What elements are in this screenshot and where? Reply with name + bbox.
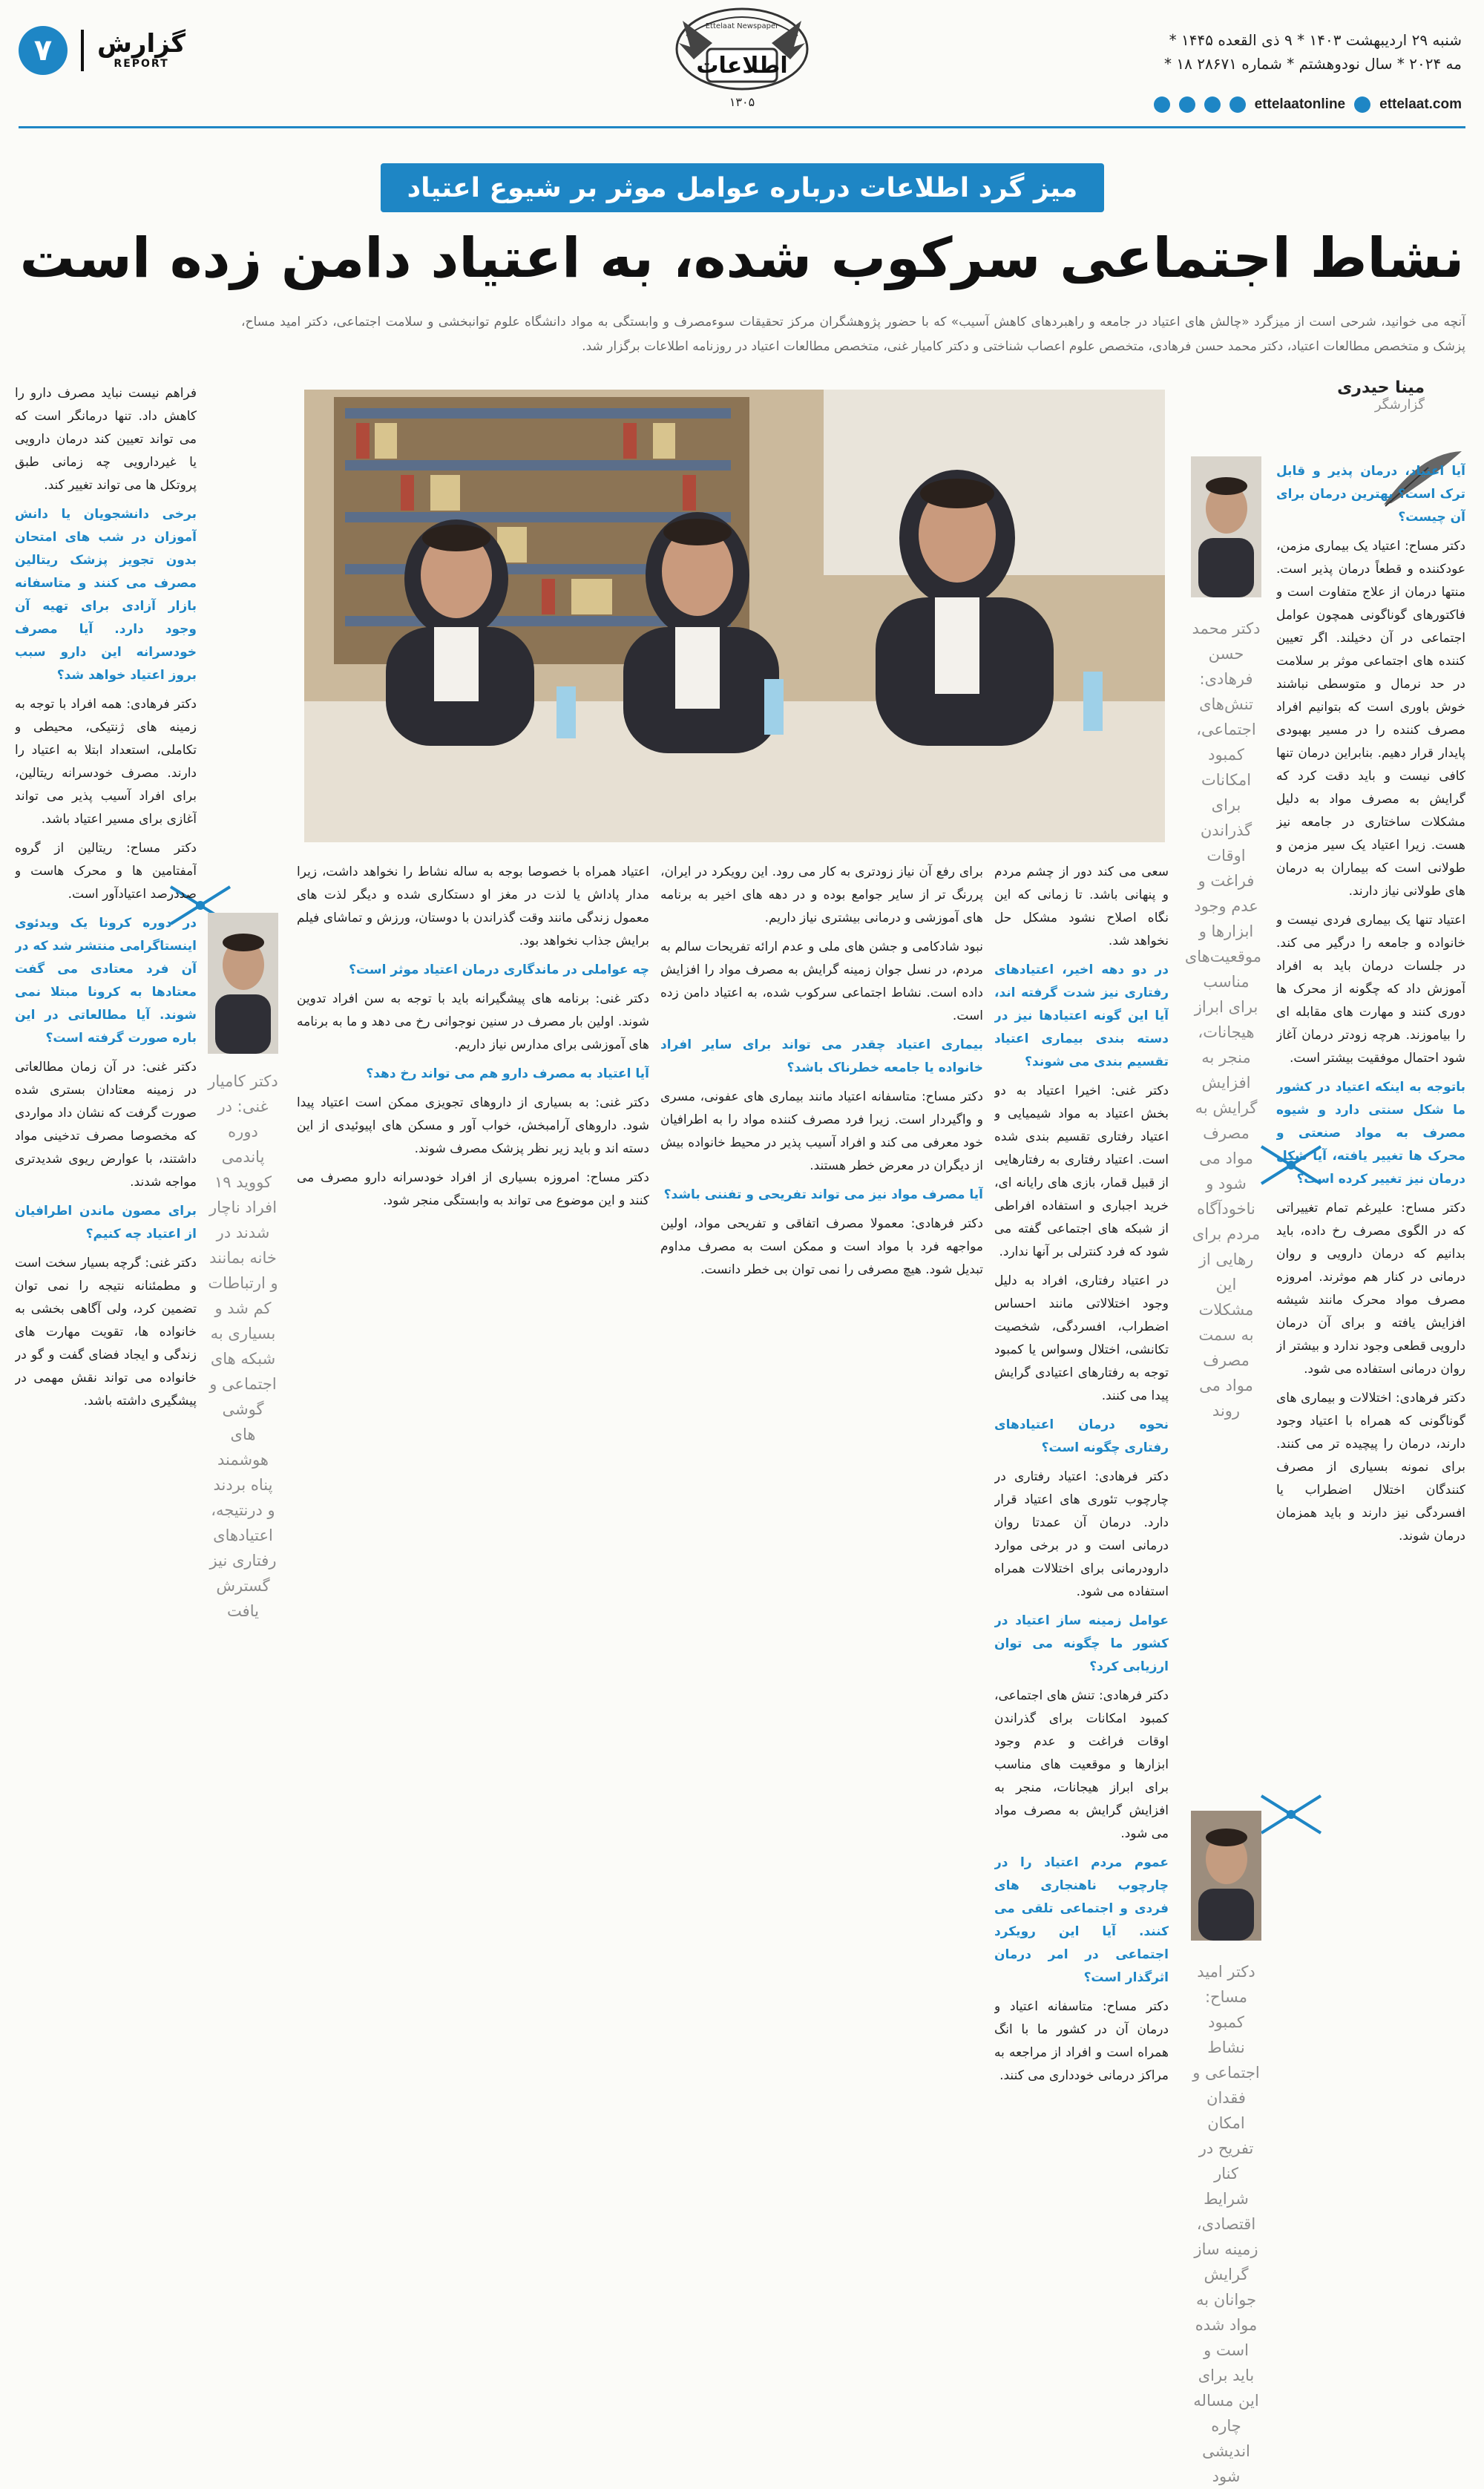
article-paragraph: دکتر غنی: در آن زمان مطالعاتی در زمینه معتادان بستری شده صورت گرفت که نشان داد مواردی که مخصوصا مصرف تدخینی مواد داشتند، با عوارض ریوی شدیدتری مواجه شدند.	[15, 1060, 197, 1190]
interview-question: در دو دهه اخیر، اعتیادهای رفتاری نیز شدت گرفته اند، آیا این گونه اعتیادها نیز در دسته بندی بیماری اعتیاد تقسیم بندی می شوند؟	[994, 963, 1169, 1069]
social-handle[interactable]: ettelaatonline	[1254, 96, 1346, 112]
article-paragraph: دکتر غنی: گرچه بسیار سخت است و مطمئنانه نتیجه را نمی توان تضمین کرد، ولی آگاهی بخشی به خانواده ها، تقویت مهارت های زندگی و ایجاد فضای گفت و گو در خانواده می تواند نقش مهمی در پیشگیری داشته باشد.	[15, 1256, 197, 1409]
article-paragraph: اعتیاد تنها یک بیماری فردی نیست و خانواده و جامعه را درگیر می کند. در جلسات درمان باید به افراد آموزش داد که چگونه از محرک ها دوری کنند و مهارت های مقابله ای را بیاموزند. هرچه زودتر درمان آغاز شود احتمال موفقیت بیشتر است.	[1276, 913, 1465, 1066]
interview-question: آیا اعتیاد به مصرف دارو هم می تواند رخ دهد؟	[366, 1066, 649, 1081]
issue-meta	[1164, 28, 1462, 76]
interview-question: باتوجه به اینکه اعتیاد در کشور ما شکل سنتی دارد و شیوه مصرف به مواد صنعتی و محرک ها تغییر یافته، آیا شکل درمان نیز تغییر کرده است؟	[1276, 1080, 1465, 1187]
headline: نشاط اجتماعی سرکوب شده، به اعتیاد دامن زده است	[19, 226, 1465, 290]
article-paragraph: دکتر مساح: امروزه بسیاری از افراد خودسرانه دارو مصرف می کنند و این موضوع می تواند به وابستگی منجر شود.	[297, 1170, 649, 1208]
interview-question: بیماری اعتیاد چقدر می تواند برای سایر افراد خانواده یا جامعه خطرناک باشد؟	[660, 1037, 983, 1075]
interview-question: چه عواملی در ماندگاری درمان اعتیاد موثر است؟	[349, 963, 649, 977]
telegram-icon[interactable]	[1154, 96, 1170, 113]
lead-paragraph: آنچه می خوانید، شرحی است از میزگرد «چالش های اعتیاد در جامعه و راهبردهای کاهش آسیب» که با حضور پژوهشگران مرکز تحقیقات سوءمصرف و وابستگی به مواد دانشگاه علوم توانبخشی و سلامت اجتماعی، دکتر امید مساح، پزشک و متخصص مطالعات اعتیاد، دکتر محمد حسن فرهادی، متخصص علوم اعصاب شناختی و دکتر کامیار غنی، متخصص مطالعات اعتیاد در روزنامه اطلاعات برگزار شد.	[241, 315, 1465, 354]
interview-question: آیا مصرف مواد نیز می تواند تفریحی و تفننی باشد؟	[663, 1187, 983, 1202]
interview-question: برای مصون ماندن اطرافیان از اعتیاد چه کنیم؟	[15, 1204, 197, 1242]
roundtable-photo	[304, 390, 1165, 842]
divider	[81, 30, 84, 71]
header-rule	[19, 126, 1465, 128]
article-column-1	[1276, 460, 1465, 2241]
page-header	[0, 0, 1484, 130]
caption-ghani: دکتر کامیار غنی: در دوره پاندمی کووید ۱۹ افراد ناچار شدند در خانه بمانند و ارتباطات کم شد و بسیاری به شبکه های اجتماعی و گوشی های هوشمند پناه بردند و درنتیجه، اعتیادهای رفتاری نیز گسترش یافت	[208, 1072, 278, 1620]
section-title-fa: گزارش	[97, 29, 186, 59]
interview-question: عوامل زمینه ساز اعتیاد در کشور ما چگونه می توان ارزیابی کرد؟	[994, 1613, 1169, 1674]
portrait-ghani	[208, 913, 278, 1054]
article-paragraph: دکتر مساح: ریتالین از گروه آمفتامین ها و محرک هاست و صددرصد اعتیادآور است.	[15, 841, 197, 902]
article-column-3	[660, 861, 983, 2241]
interview-question: عموم مردم اعتیاد را در چارچوب ناهنجاری های فردی و اجتماعی تلقی می کنند. آیا این رویکرد اجتماعی در امر درمان اثرگذار است؟	[994, 1855, 1169, 1985]
page-number: ۷	[19, 26, 68, 75]
globe-icon[interactable]	[1354, 96, 1370, 113]
author-name: مینا حیدری	[1337, 378, 1425, 397]
byline	[1337, 378, 1425, 413]
section-title	[97, 31, 186, 70]
author-role: گزارشگر	[1374, 397, 1425, 413]
article-paragraph: فراهم نیست نباید مصرف دارو را کاهش داد. تنها درمانگر است که می تواند تعیین کند درمان دارویی یا غیردارویی چه زمانی طبق پروتکل ها می تواند تغییر کند.	[15, 386, 197, 493]
newspaper-logo	[672, 6, 812, 110]
kicker-banner: میز گرد اطلاعات درباره عوامل موثر بر شیوع اعتیاد	[381, 163, 1104, 212]
article-paragraph: برای رفع آن نیاز زودتری به کار می رود. این رویکرد در ایران، پررنگ تر از سایر جوامع بوده و در دهه های اخیر به برنامه های آموزشی و درمانی بیشتری نیاز داریم.	[660, 865, 983, 925]
article-paragraph: دکتر فرهادی: معمولا مصرف اتفاقی و تفریحی مواد، اولین مواجهه فرد با مواد است و ممکن است به مصرف مداوم تبدیل شود. هیچ مصرفی را نمی توان بی خطر دانست.	[660, 1216, 983, 1277]
article-paragraph: دکتر فرهادی: همه افراد با توجه به زمینه های ژنتیکی، محیطی و تکاملی، استعداد ابتلا به اعتیاد را دارند. مصرف خودسرانه ریتالین، برای افراد آسیب پذیر می تواند آغازی برای مسیر اعتیاد باشد.	[15, 697, 197, 827]
portrait-farhadi	[1191, 456, 1261, 597]
site-link[interactable]: ettelaat.com	[1379, 96, 1462, 112]
caption-farhadi: دکتر محمد حسن فرهادی: تنش‌های اجتماعی، کمبود امکانات برای گذراندن اوقات فراغت و عدم وجود ابزارها و موقعیت‌های مناسب برای ابراز هیجانات، منجر به افزایش گرایش به مصرف مواد می شود و ناخودآگاه مردم برای رهایی از این مشکلات به سمت مصرف مواد می روند	[1184, 620, 1261, 1420]
interview-question: در دوره کرونا یک ویدئوی اینستاگرامی منتشر شد که در آن فرد معتادی می گفت معتادها به کرونا مبتلا نمی شوند. آیا مطالعاتی در این باره صورت گرفته است؟	[15, 916, 197, 1046]
article-paragraph: اعتیاد همراه با خصوصا بوجه به ساله نشاط را نخواهد داشت، زیرا مدار پاداش یا لذت در مغز او دستکاری شده و دیگر لذت های معمول زندگی مانند وقت گذراندن با دوستان، ورزش و تماشای فیلم برایش جذاب نخواهد بود.	[297, 865, 649, 948]
issue-line: * ۱۸ مه ۲۰۲۴ * سال نودوهشتم * شماره ۲۸۶۷۱	[1164, 55, 1462, 73]
article-paragraph: در اعتیاد رفتاری، افراد به دلیل وجود اختلالاتی مانند احساس اضطراب، افسردگی، شخصیت تکانشی، اختلال وسواس یا کمبود توجه به رفتارهای اعتیادی گرایش پیدا می کنند.	[994, 1273, 1169, 1403]
article-paragraph: دکتر فرهادی: اعتیاد رفتاری در چارچوب تئوری های اعتیاد قرار دارد. درمان آن عمدتا روان درمانی است و در برخی موارد دارودرمانی برای اختلالات همراه استفاده می شود.	[994, 1469, 1169, 1599]
article-paragraph: دکتر مساح: متاسفانه اعتیاد مانند بیماری های عفونی، مسری و واگیردار است. زیرا فرد مصرف کننده مواد را به اطرافیان خود معرفی می کند و افراد آسیب پذیر در محیط خانواده بیش از دیگران در معرض خطر هستند.	[660, 1089, 983, 1173]
portrait-massah	[1191, 1811, 1261, 1941]
article-paragraph: دکتر مساح: علیرغم تمام تغییراتی که در الگوی مصرف رخ داده، باید بدانیم که درمان دارویی و روان درمانی در کنار هم موثرند. امروزه مصرف مواد محرک مانند شیشه افزایش یافته و برای آن درمان دارویی قطعی وجود ندارد و بیشتر از روان درمانی استفاده می شود.	[1276, 1201, 1465, 1377]
article-paragraph: دکتر مساح: متاسفانه اعتیاد و درمان آن در کشور ما با انگ همراه است و افراد از مراجعه به مراکز درمانی خودداری می کنند.	[994, 1999, 1169, 2083]
social-links	[1154, 96, 1462, 113]
article-column-5	[15, 382, 197, 2241]
article-paragraph: سعی می کند دور از چشم مردم و پنهانی باشد. تا زمانی که این نگاه اصلاح نشود مشکل حل نخواهد شد.	[994, 865, 1169, 948]
article-paragraph: دکتر فرهادی: تنش های اجتماعی، کمبود امکانات برای گذراندن اوقات فراغت و عدم وجود ابزارها و موقعیت های مناسب برای ابراز هیجانات، منجر به افزایش گرایش به مصرف مواد می شود.	[994, 1688, 1169, 1841]
instagram-icon[interactable]	[1229, 96, 1246, 113]
article-column-2	[994, 861, 1169, 2241]
section-tag	[19, 26, 186, 75]
article-paragraph: دکتر مساح: اعتیاد یک بیماری مزمن، عودکننده و قطعاً درمان پذیر است. منتها درمان از علاج متفاوت است و فاکتورهای گوناگونی همچون عوامل اجتماعی در آن دخیلند. اگر تعیین کننده های اجتماعی موثر بر سلامت در حد نرمال و متوسطی نباشند خوش باوری است که بتوانیم افراد مصرف کننده را در مسیر بهبودی پایدار قرار دهیم. بنابراین درمان تنها کافی نیست و باید دقت کرد که گرایش به مصرف مواد به دلیل مشکلات ساختاری در جامعه نیز هست. زیرا اعتیاد یک سیر مزمن و طولانی است که بیماران به درمان های طولانی نیاز دارند.	[1276, 539, 1465, 899]
article-paragraph: دکتر فرهادی: اختلالات و بیماری های گوناگونی که همراه با اعتیاد وجود دارند، درمان را پیچیده تر می کنند. برای نمونه بسیاری از مصرف کنندگان اختلال اضطراب یا افسردگی نیز دارند و باید همزمان درمان شوند.	[1276, 1391, 1465, 1544]
article-paragraph: دکتر غنی: به بسیاری از داروهای تجویزی ممکن است اعتیاد پیدا شود. داروهای آرامبخش، خواب آور و مسکن های اپیوئیدی از این دسته اند و باید زیر نظر پزشک مصرف شوند.	[297, 1095, 649, 1156]
logo-title: اطلاعات	[696, 53, 788, 79]
article-paragraph: دکتر غنی: برنامه های پیشگیرانه باید با توجه به سن افراد تدوین شوند. اولین بار مصرف در سنین نوجوانی رخ می دهد و ما به برنامه های آموزشی برای مدارس نیاز داریم.	[297, 991, 649, 1052]
interview-question: نحوه درمان اعتیادهای رفتاری چگونه است؟	[994, 1417, 1169, 1455]
youtube-icon[interactable]	[1179, 96, 1195, 113]
twitter-icon[interactable]	[1204, 96, 1221, 113]
logo-en: Ettelaat Newspaper	[705, 22, 779, 30]
logo-year: ۱۳۰۵	[729, 95, 755, 109]
interview-question: آیا اعتیاد، درمان پذیر و قابل ترک است؟ بهترین درمان برای آن چیست؟	[1276, 464, 1465, 525]
article-column-4	[297, 861, 649, 2241]
date-line: * شنبه ۲۹ اردیبهشت ۱۴۰۳ * ۹ ذی القعده ۱۴۴۵	[1169, 31, 1462, 49]
section-title-en: REPORT	[114, 57, 169, 70]
article-paragraph: نبود شادکامی و جشن های ملی و عدم ارائه تفریحات سالم به مردم، در نسل جوان زمینه گرایش به مصرف مواد را افزایش داده است. نشاط اجتماعی سرکوب شده، به اعتیاد دامن زده است.	[660, 939, 983, 1023]
interview-question: برخی دانشجویان یا دانش آموزان در شب های امتحان بدون تجویز پزشک ریتالین مصرف می کنند و متاسفانه بازار آزادی برای تهیه آن وجود دارد. آیا مصرف خودسرانه این دارو سبب بروز اعتیاد خواهد شد؟	[15, 507, 197, 683]
caption-massah: دکتر امید مساح: کمبود نشاط اجتماعی و فقدان امکان تفریح در کنار شرایط اقتصادی، زمینه ساز گرایش جوانان به مواد شده است و باید برای این مساله چاره اندیشی شود	[1192, 1963, 1260, 2485]
article-paragraph: دکتر غنی: اخیرا اعتیاد به دو بخش اعتیاد به مواد شیمیایی و اعتیاد رفتاری تقسیم بندی شده است. اعتیاد رفتاری به رفتارهایی از قبیل قمار، بازی های رایانه ای، خرید اجباری و استفاده افراطی از شبکه های اجتماعی گفته می شود که فرد کنترلی بر آنها ندارد.	[994, 1083, 1169, 1259]
